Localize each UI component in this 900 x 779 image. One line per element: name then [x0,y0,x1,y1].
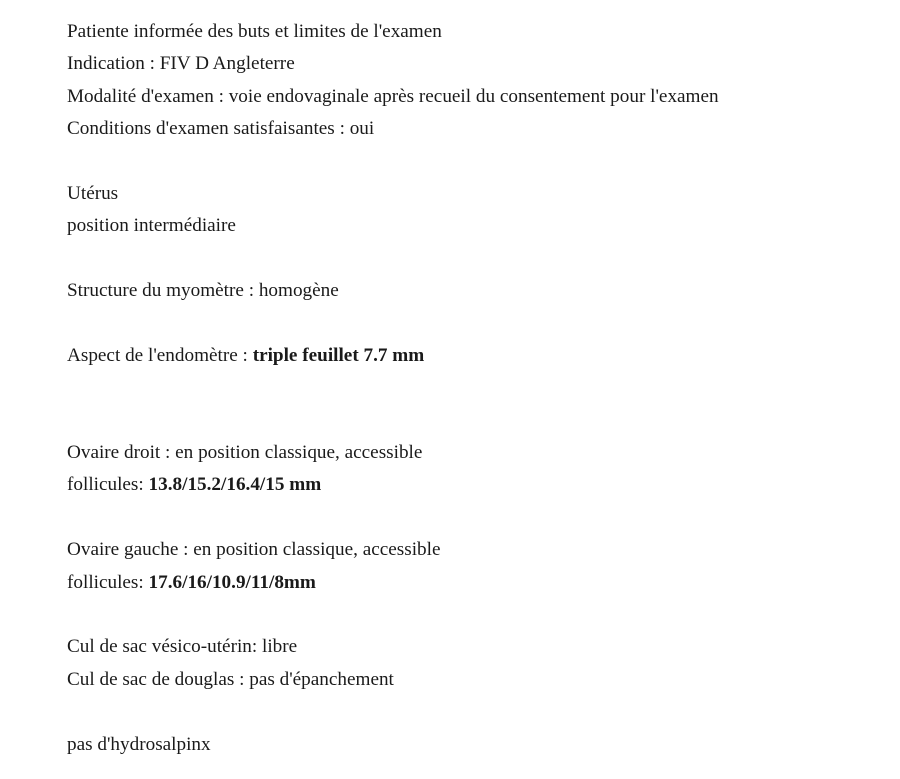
spacer [67,696,892,728]
spacer [67,502,892,534]
spacer [67,599,892,631]
hydrosalpinx-line: pas d'hydrosalpinx [67,733,211,755]
cul-de-sac-douglas: Cul de sac de douglas : pas d'épanchement [67,668,394,690]
cul-de-sac-vesico: Cul de sac vésico-utérin: libre [67,636,298,658]
ovaire-droit-follicules [67,469,892,501]
intro-modality: Modalité d'examen : voie endovaginale après recueil du consentement pour l'examen [67,85,719,107]
ovaire-droit-desc: Ovaire droit : en position classique, accessible [67,442,423,464]
myometre-structure: Structure du myomètre : homogène [67,280,339,302]
ovaire-gauche-follicules [67,567,892,599]
follicules-label: follicules: [67,474,149,496]
uterus-title: Utérus [67,182,119,204]
follicules-value: 13.8/15.2/16.4/15 mm [148,474,322,496]
endometre-value: triple feuillet 7.7 mm [252,344,425,366]
spacer [67,372,892,437]
spacer [67,243,892,275]
intro-indication: Indication : FIV D Angleterre [67,53,295,75]
intro-conditions: Conditions d'examen satisfaisantes : oui [67,118,375,140]
endometre-label: Aspect de l'endomètre : [67,344,253,366]
spacer [67,146,892,178]
uterus-position: position intermédiaire [67,215,236,237]
spacer [67,308,892,340]
endometre-line [67,340,892,372]
intro-informed: Patiente informée des buts et limites de l'examen [67,21,442,42]
follicules-value: 17.6/16/10.9/11/8mm [148,571,316,593]
ovaire-gauche-desc: Ovaire gauche : en position classique, accessible [67,539,441,561]
ultrasound-report [67,16,892,761]
follicules-label: follicules: [67,571,149,593]
